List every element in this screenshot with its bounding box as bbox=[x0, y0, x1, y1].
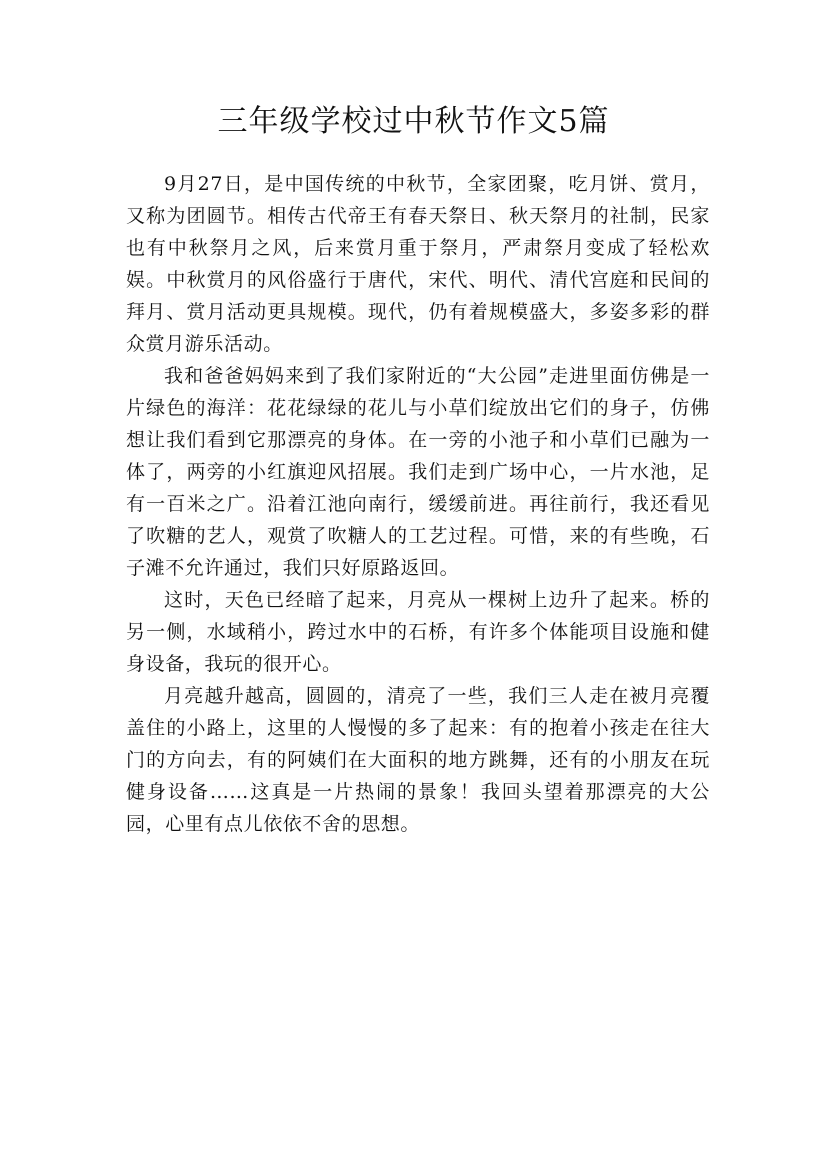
document-title: 三年级学校过中秋节作文5篇 bbox=[217, 104, 610, 139]
paragraph-1: 9月27日，是中国传统的中秋节，全家团聚，吃月饼、赏月，又称为团圆节。相传古代帝王有春天祭日、秋天祭月的社制，民家也有中秋祭月之风，后来赏月重于祭月，严肃祭月变成了轻松欢娱。中秋赏月的风俗盛行于唐代，宋代、明代、清代宫庭和民间的拜月、赏月活动更具规模。现代，仍有着规模盛大，多姿多彩的群众赏月游乐活动。 bbox=[126, 173, 710, 355]
paragraph-2: 我和爸爸妈妈来到了我们家附近的“大公园”走进里面仿佛是一片绿色的海洋：花花绿绿的花儿与小草们绽放出它们的身子，仿佛想让我们看到它那漂亮的身体。在一旁的小池子和小草们已融为一体了，两旁的小红旗迎风招展。我们走到广场中心，一片水池，足有一百米之广。沿着江池向南行，缓缓前进。再往前行，我还看见了吹糖的艺人，观赏了吹糖人的工艺过程。可惜，来的有些晚，石子滩不允许通过，我们只好原路返回。 bbox=[126, 365, 710, 579]
paragraph-3: 这时，天色已经暗了起来，月亮从一棵树上边升了起来。桥的另一侧，水域稍小，跨过水中的石桥，有许多个体能项目设施和健身设备，我玩的很开心。 bbox=[126, 589, 710, 675]
document-body bbox=[126, 168, 710, 840]
paragraph-4: 月亮越升越高，圆圆的，清亮了一些，我们三人走在被月亮覆盖住的小路上，这里的人慢慢的多了起来：有的抱着小孩走在往大门的方向去，有的阿姨们在大面积的地方跳舞，还有的小朋友在玩健身设备……这真是一片热闹的景象！我回头望着那漂亮的大公园，心里有点儿依依不舍的思想。 bbox=[126, 685, 710, 835]
